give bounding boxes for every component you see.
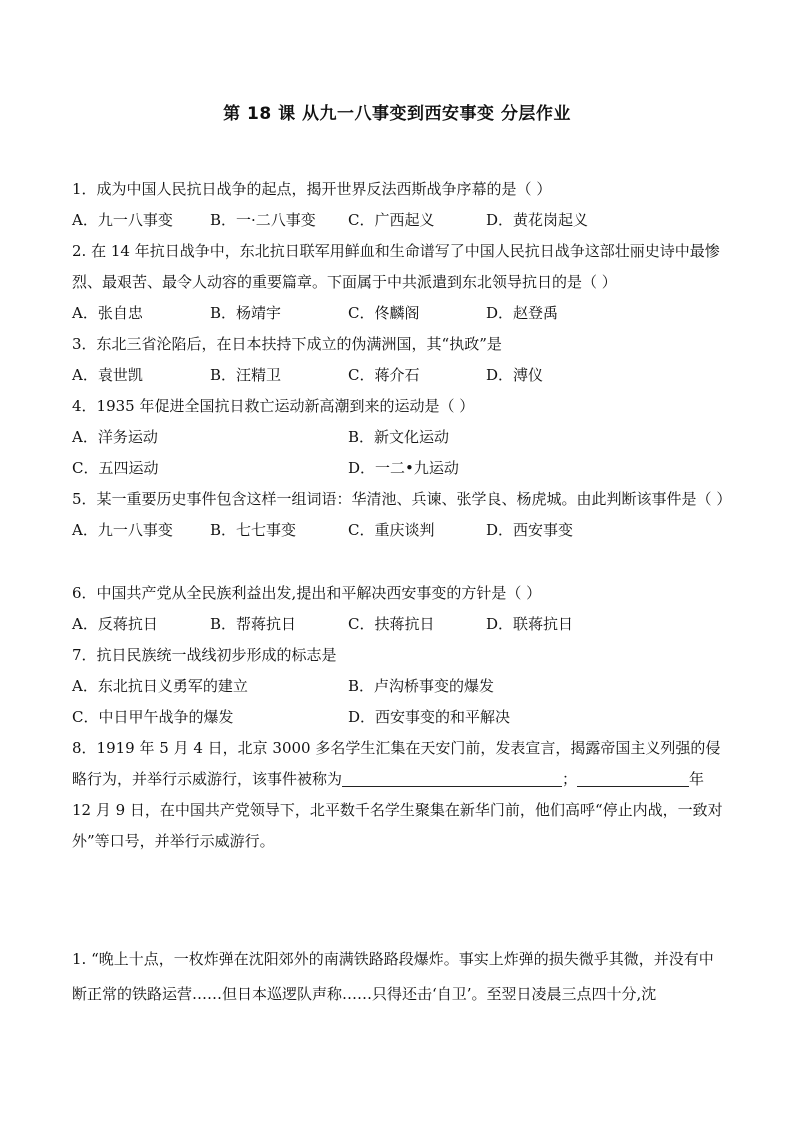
option-a: A．九一八事变 <box>72 211 173 229</box>
question-6 <box>72 578 727 640</box>
option-a: A．东北抗日义勇军的建立 <box>72 677 248 695</box>
question-stem: 6．中国共产党从全民族利益出发,提出和平解决西安事变的方针是（ ） <box>72 584 542 602</box>
option-d: D．西安事变的和平解决 <box>348 708 511 726</box>
option-c: C．中日甲午战争的爆发 <box>72 708 234 726</box>
question-options <box>72 609 727 640</box>
answer-blank-2[interactable] <box>577 768 689 787</box>
page-title: 第 18 课 从九一八事变到西安事变 分层作业 <box>223 104 571 124</box>
question-8 <box>72 733 727 857</box>
option-b: B．杨靖宇 <box>210 304 282 322</box>
option-d: D．西安事变 <box>486 521 574 539</box>
passage-text: 1. “晚上十点，一枚炸弹在沈阳郊外的南满铁路路段爆炸。事实上炸弹的损失微乎其微，并没有中断正常的铁路运营……但日本巡逻队声称……只得还击‘自卫’。至翌日凌晨三点四十分,沈 <box>72 950 714 1003</box>
option-a: A．反蒋抗日 <box>72 615 158 633</box>
question-options <box>72 671 727 702</box>
option-b: B．汪精卫 <box>210 366 282 384</box>
option-d: D．联蒋抗日 <box>486 615 574 633</box>
option-b: B．帮蒋抗日 <box>210 615 297 633</box>
question-4 <box>72 391 727 484</box>
option-b: B．卢沟桥事变的爆发 <box>348 677 495 695</box>
question-stem: 3．东北三省沦陷后，在日本扶持下成立的伪满洲国，其“执政”是 <box>72 335 502 353</box>
option-c: C．扶蒋抗日 <box>348 615 435 633</box>
question-stem: 7．抗日民族统一战线初步形成的标志是 <box>72 646 337 664</box>
question-3 <box>72 329 727 391</box>
option-d: D．一二•九运动 <box>348 459 459 477</box>
option-a: A．张自忠 <box>72 304 143 322</box>
question-stem: 5．某一重要历史事件包含这样一组词语：华清池、兵谏、张学良、杨虎城。由此判断该事件是（ ） <box>72 490 732 508</box>
question-options <box>72 360 727 391</box>
option-a: A．九一八事变 <box>72 521 173 539</box>
question-8-text-1: 8．1919 年 5 月 4 日，北京 3000 多名学生汇集在天安门前，发表宣言，揭露帝国主义列强的侵略行为，并举行示威游行，该事件被称为 <box>72 739 721 788</box>
answer-blank-1[interactable] <box>342 768 562 787</box>
question-stem: 1．成为中国人民抗日战争的起点，揭开世界反法西斯战争序幕的是（ ） <box>72 180 552 198</box>
option-c: C．重庆谈判 <box>348 521 435 539</box>
question-options <box>72 515 727 546</box>
question-1 <box>72 174 727 236</box>
question-options <box>72 205 727 236</box>
question-options <box>72 422 727 453</box>
option-c: C．五四运动 <box>72 459 159 477</box>
option-d: D．黄花岗起义 <box>486 211 589 229</box>
option-c: C．佟麟阁 <box>348 304 420 322</box>
question-8-text-3: 年 12 月 9 日，在中国共产党领导下，北平数千名学生聚集在新华门前，他们高呼“停止内战，一致对外”等口号，并举行示威游行。 <box>72 770 723 850</box>
option-a: A．洋务运动 <box>72 428 158 446</box>
option-b: B．新文化运动 <box>348 428 450 446</box>
option-d: D．赵登禹 <box>486 304 559 322</box>
question-options <box>72 453 727 484</box>
option-c: C．广西起义 <box>348 211 435 229</box>
question-8-text-2: ； <box>562 770 578 788</box>
question-2 <box>72 236 727 329</box>
question-stem: 4．1935 年促进全国抗日救亡运动新高潮到来的运动是（ ） <box>72 397 475 415</box>
option-b: B．一·二八事变 <box>210 211 316 229</box>
option-d: D．溥仪 <box>486 366 544 384</box>
question-5 <box>72 484 732 546</box>
question-stem: 2. 在 14 年抗日战争中，东北抗日联军用鲜血和生命谱写了中国人民抗日战争这部壮丽史诗中最惨烈、最艰苦、最令人动容的重要篇章。下面属于中共派遣到东北领导抗日的是（ ） <box>72 242 720 291</box>
question-options <box>72 702 727 733</box>
option-c: C．蒋介石 <box>348 366 420 384</box>
option-b: B．七七事变 <box>210 521 297 539</box>
question-7 <box>72 640 727 733</box>
question-options <box>72 298 727 329</box>
option-a: A．袁世凯 <box>72 366 143 384</box>
reading-passage <box>72 942 727 1012</box>
